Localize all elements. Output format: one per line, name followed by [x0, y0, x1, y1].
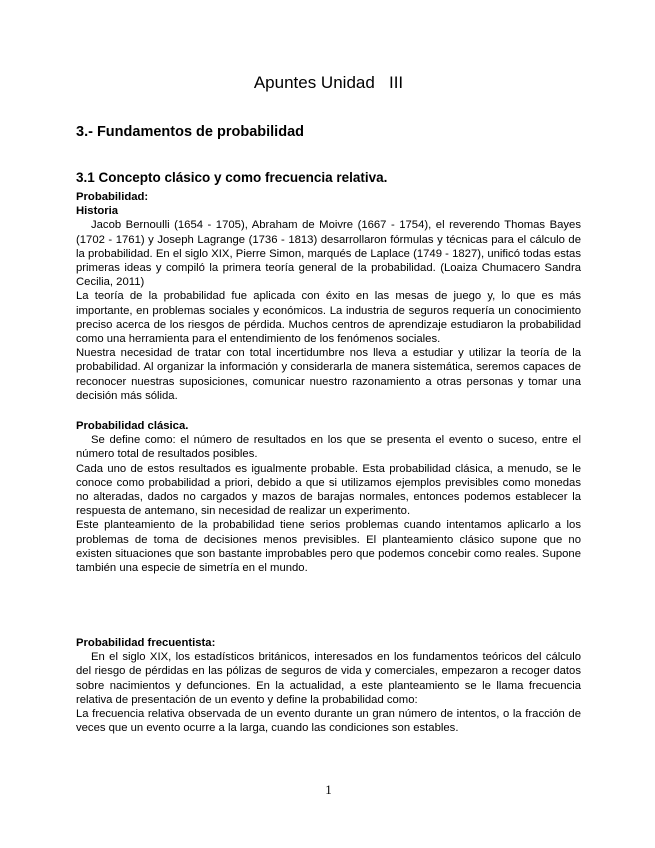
clasica-heading: Probabilidad clásica. [76, 420, 189, 432]
clasica-paragraph-3: Este planteamiento de la probabilidad tiene serios problemas cuando intentamos aplicarlo a los problemas de toma de decisiones menos previsibles. El planteamiento clásico supone que no existen situaciones que son bastante improbables pero que podemos concebir como reales. Supone también una especie de simetría en el mundo. [76, 519, 581, 575]
frecuentista-paragraph-2: La frecuencia relativa observada de un evento durante un gran número de intentos, o la fracción de veces que un evento ocurre a la larga, cuando las condiciones son estables. [76, 708, 581, 735]
clasica-paragraph-2: Cada uno de estos resultados es igualmente probable. Esta probabilidad clásica, a menudo, se le conoce como probabilidad a priori, debido a que si utilizamos ejemplos previsibles como monedas no alteradas, dados no cargados y mazos de barajas normales, entonces podemos establecer la respuesta de antemano, sin necesidad de realizar un experimento. [76, 462, 581, 518]
frecuentista-heading: Probabilidad frecuentista: [76, 637, 216, 649]
clasica-paragraph-1: Se define como: el número de resultados en los que se presenta el evento o suceso, entre el número total de resultados posibles. [76, 434, 581, 461]
historia-paragraph-2: La teoría de la probabilidad fue aplicada con éxito en las mesas de juego y, lo que es más importante, en problemas sociales y económicos. La industria de seguros requería un conocimiento preciso acerca de los riesgos de pérdida. Muchos centros de aprendizaje estudiaron la probabilidad como una herramienta para el entendimiento de los fenómenos sociales. [76, 290, 581, 346]
section-heading: 3.- Fundamentos de probabilidad [76, 124, 304, 140]
historia-paragraph-3: Nuestra necesidad de tratar con total incertidumbre nos lleva a estudiar y utilizar la teoría de la probabilidad. Al organizar la información y considerarla de manera sistemática, seremos capaces de reconocer nuestras suposiciones, comunicar nuestro razonamiento a otras personas y tomar una decisión más sólida. [76, 347, 581, 402]
page-number: 1 [325, 782, 332, 797]
historia-label: Historia [76, 205, 119, 218]
subsection-heading: 3.1 Concepto clásico y como frecuencia relativa. [76, 170, 388, 185]
frecuentista-paragraph-1: En el siglo XIX, los estadísticos británicos, interesados en los fundamentos teóricos del cálculo del riesgo de pérdidas en las pólizas de seguros de vida y comerciales, empezaron a recoger datos sobre nacimientos y defunciones. En la actualidad, a este planteamiento se le llama frecuencia relativa de presentación de un evento y define la probabilidad como: [76, 651, 581, 706]
clasica-block [76, 419, 581, 575]
frecuentista-block [76, 636, 581, 735]
document-title: Apuntes Unidad III [253, 73, 404, 92]
probabilidad-label: Probabilidad: [76, 191, 149, 203]
historia-paragraph-1: Jacob Bernoulli (1654 - 1705), Abraham de Moivre (1667 - 1754), el reverendo Thomas Bayes (1702 - 1761) y Joseph Lagrange (1736 - 1813) desarrollaron fórmulas y técnicas para el cálculo de la probabilidad. En el siglo XIX, Pierre Simon, marqués de Laplace (1749 - 1827), unificó todas estas primeras ideas y compiló la primera teoría general de la probabilidad. (Loaiza Chumacero Sandra Cecilia, 2011) [76, 219, 581, 289]
intro-block [76, 190, 581, 403]
